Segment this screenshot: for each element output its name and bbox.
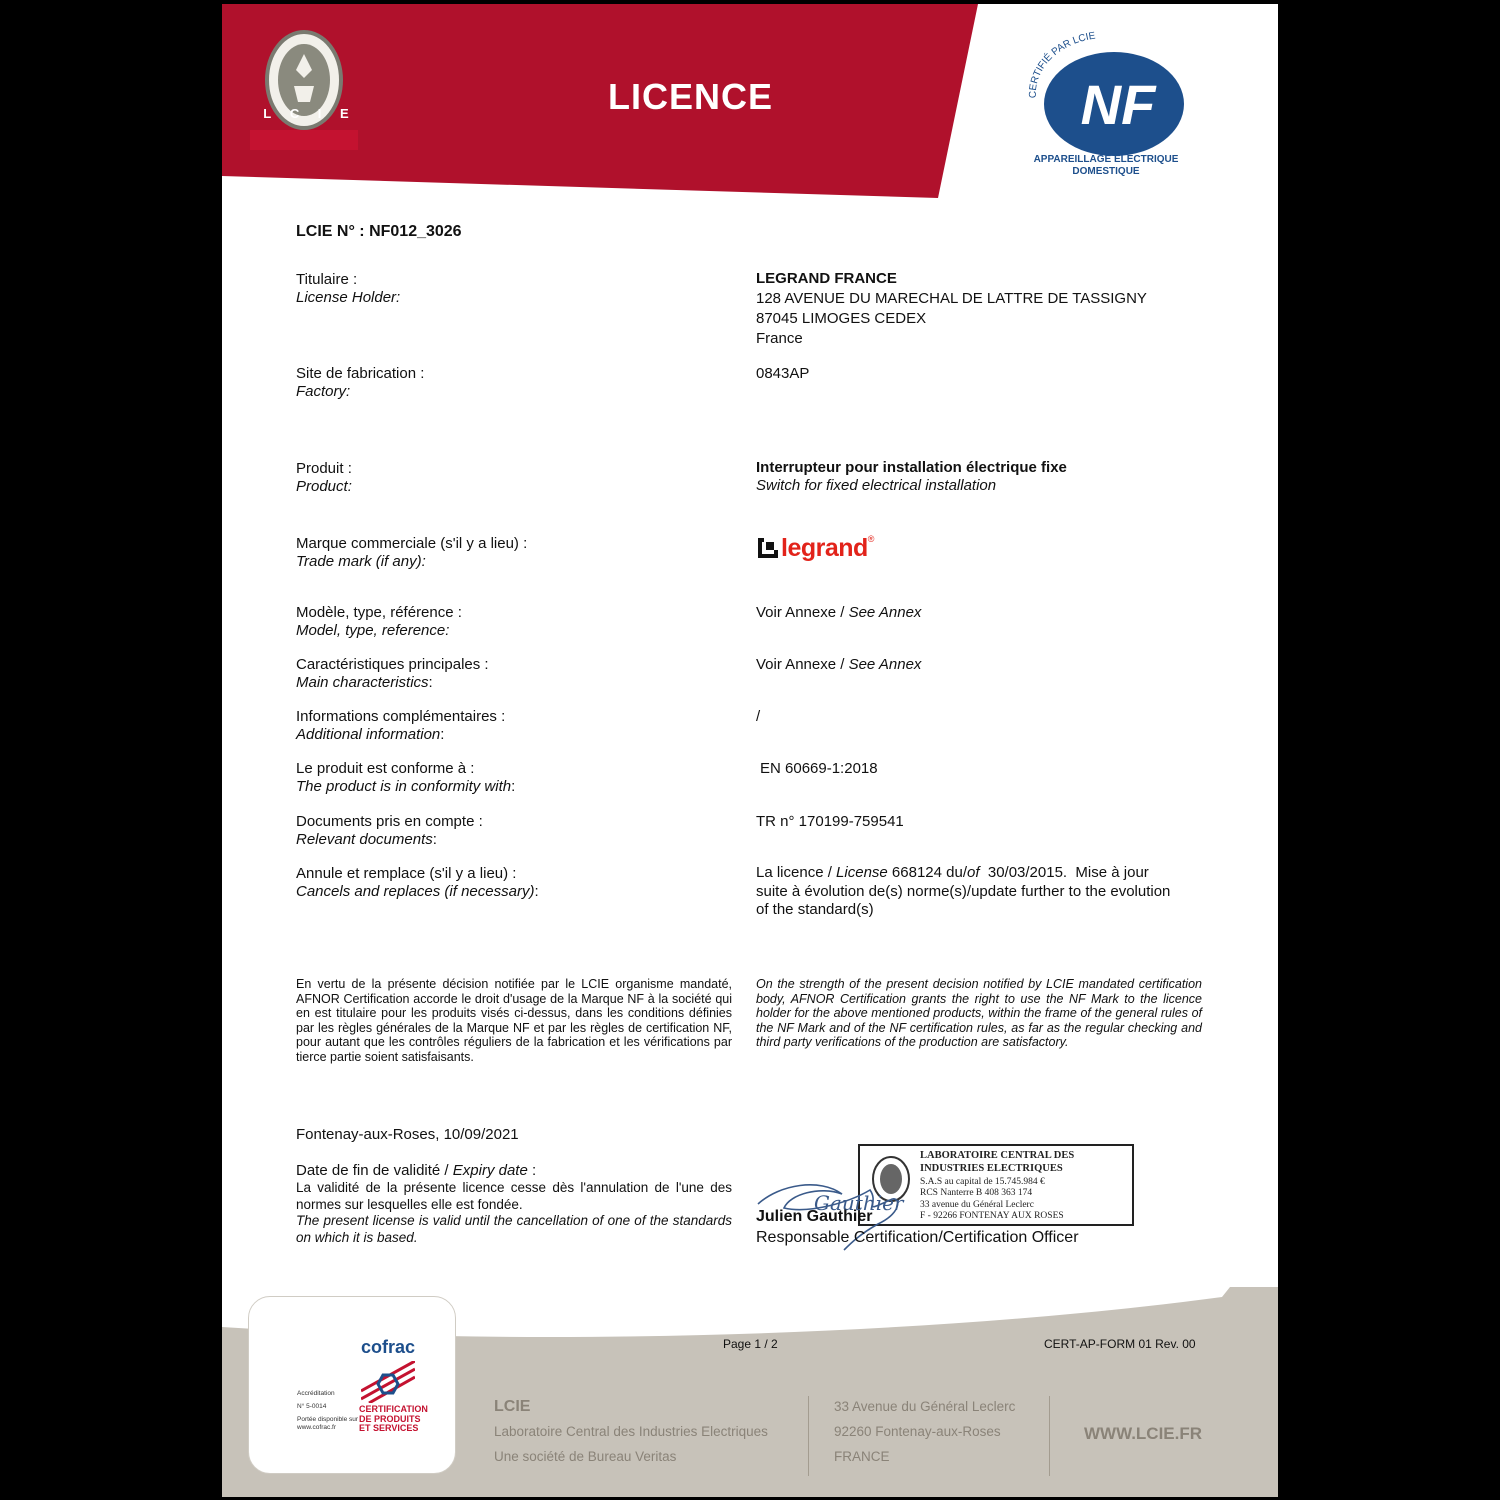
product-fr: Interrupteur pour installation électrique fixe <box>756 459 1067 476</box>
cofrac-acc-line: www.cofrac.fr <box>297 1424 337 1431</box>
label-fr: Annule et remplace (s'il y a lieu) : <box>296 865 517 882</box>
cancels-text: suite à évolution de(s) norme(s)/update further to the evolution <box>756 882 1171 900</box>
nf-mark: NF <box>1080 73 1156 136</box>
stamp-line: F - 92266 FONTENAY AUX ROSES <box>920 1211 1064 1221</box>
legrand-logo <box>756 534 874 562</box>
cofrac-cert-line: DE PRODUITS <box>359 1413 421 1424</box>
label-en: The product is in conformity with <box>296 778 512 795</box>
label-fr: Titulaire : <box>296 271 358 288</box>
stamp-line: S.A.S au capital de 15.745.984 € <box>920 1177 1045 1187</box>
label-colon: : <box>432 831 437 848</box>
licence-number: LCIE N° : NF012_3026 <box>296 223 462 240</box>
product-en: Switch for fixed electrical installation <box>756 477 997 494</box>
place-date: Fontenay-aux-Roses, 10/09/2021 <box>296 1126 519 1143</box>
footer-org-full: Laboratoire Central des Industries Electriques <box>494 1424 768 1439</box>
model-value <box>756 603 921 623</box>
holder-address-line: 87045 LIMOGES CEDEX <box>756 310 927 327</box>
signature-text: Gauthier <box>814 1191 904 1215</box>
cofrac-acc-line: N° 5-0014 <box>297 1403 327 1410</box>
value-fr: Voir Annexe / <box>756 604 849 621</box>
logo-letter: E <box>339 106 349 121</box>
label-fr: Marque commerciale (s'il y a lieu) : <box>296 535 528 552</box>
value-en: See Annex <box>848 604 922 621</box>
decision-en: On the strength of the present decision notified by LCIE mandated certification body, AFNOR Certification grants the right to use the NF Mark to the licence holder for the above mentioned products, within the frame of the general rules of the NF Mark and of the NF certification rules, as far as the regular checking and third party verifications of the production are satisfactory. <box>756 977 1202 1049</box>
footer-address-line: 33 Avenue du Général Leclerc <box>834 1399 1016 1414</box>
label-fr: Caractéristiques principales : <box>296 656 489 673</box>
footer-address-line: 92260 Fontenay-aux-Roses <box>834 1424 1001 1439</box>
label-fr: Le produit est conforme à : <box>296 760 475 777</box>
cofrac-brand: cofrac <box>361 1337 416 1357</box>
decision-fr: En vertu de la présente décision notifiée par le LCIE organisme mandaté, AFNOR Certification accorde le droit d'usage de la Marque NF à la société qui en est titulaire pour les produits visés ci-dessus, dans les conditions définies par les règles générales de la Marque NF et par les règles de certification NF, pour autant que les contrôles réguliers de la fabrication et les vérifications par tierce partie soient satisfaisants. <box>296 977 732 1064</box>
label-fr: Modèle, type, référence : <box>296 604 462 621</box>
label-colon: : <box>428 674 433 691</box>
cofrac-box <box>248 1296 456 1474</box>
expiry-text-fr: La validité de la présente licence cesse dès l'annulation de l'une des normes sur lesquelles elle est fondée. <box>296 1180 732 1212</box>
nf-caption <box>1008 154 1204 178</box>
stamp-line: RCS Nanterre B 408 363 174 <box>920 1188 1033 1198</box>
cofrac-cert-line: ET SERVICES <box>359 1423 419 1433</box>
label-en: Factory: <box>296 383 351 400</box>
characteristics-label <box>296 656 489 692</box>
expiry-text-en: The present license is valid until the cancellation of one of the standards on which it is based. <box>296 1213 732 1245</box>
documents-value: TR n° 170199-759541 <box>756 813 904 830</box>
trademark-label <box>296 535 527 571</box>
stamp-line: 33 avenue du Général Leclerc <box>920 1200 1034 1210</box>
cancels-text: 668124 du/ <box>887 864 967 881</box>
stamp-line: LABORATOIRE CENTRAL DES <box>920 1150 1075 1161</box>
registered-mark: ® <box>867 534 875 544</box>
label-fr: Site de fabrication : <box>296 365 425 382</box>
cancels-text: 30/03/2015. Mise à jour <box>979 864 1149 881</box>
additional-label <box>296 708 505 744</box>
label-fr: Documents pris en compte : <box>296 813 483 830</box>
holder-value <box>756 269 1147 349</box>
cancels-text: of the standard(s) <box>756 901 874 918</box>
legrand-mark-icon <box>756 534 778 560</box>
expiry-label-colon: : <box>527 1162 537 1179</box>
label-en: Main characteristics <box>296 674 429 691</box>
signatory-name: Julien Gauthier <box>756 1208 873 1225</box>
legrand-wordmark: legrand <box>781 534 868 562</box>
holder-name: LEGRAND FRANCE <box>756 270 897 287</box>
cofrac-cert-line: CERTIFICATION <box>359 1404 428 1414</box>
footer-divider <box>808 1396 809 1476</box>
holder-address-line: France <box>756 330 803 347</box>
nf-caption-line: DOMESTIQUE <box>1072 166 1140 177</box>
form-reference: CERT-AP-FORM 01 Rev. 00 <box>1044 1337 1196 1351</box>
footer-org-sub: Une société de Bureau Veritas <box>494 1449 677 1464</box>
label-fr: Produit : <box>296 460 352 477</box>
factory-value: 0843AP <box>756 365 810 382</box>
cofrac-emblem-icon <box>361 1361 415 1403</box>
label-colon: : <box>511 778 516 795</box>
value-en: See Annex <box>848 656 922 673</box>
conformity-label <box>296 760 515 796</box>
logo-letter: I <box>317 106 322 121</box>
label-en: Cancels and replaces (if necessary) <box>296 883 535 900</box>
label-en: Trade mark (if any): <box>296 553 426 570</box>
bureau-veritas-logo <box>250 30 358 150</box>
factory-label <box>296 365 424 401</box>
nf-arc-text: CERTIFIÉ PAR LCIE <box>1027 30 1097 99</box>
lcie-letters <box>254 106 358 121</box>
footer-website-link[interactable]: WWW.LCIE.FR <box>1084 1424 1203 1443</box>
cancels-text-en: of <box>967 864 980 881</box>
signatory-title: Responsable Certification/Certification Officer <box>756 1229 1079 1246</box>
expiry-label-fr: Date de fin de validité / <box>296 1162 453 1179</box>
holder-address-line: 128 AVENUE DU MARECHAL DE LATTRE DE TASSIGNY <box>756 290 1147 307</box>
label-en: Additional information <box>296 726 441 743</box>
footer-address <box>834 1394 1015 1469</box>
label-en: Relevant documents <box>296 831 433 848</box>
cancels-text-en: License <box>836 864 888 881</box>
footer-org-block <box>494 1394 768 1469</box>
footer-org: LCIE <box>494 1398 531 1415</box>
conformity-value: EN 60669-1:2018 <box>760 760 878 777</box>
footer-divider <box>1049 1396 1050 1476</box>
nf-caption-line: APPAREILLAGE ELECTRIQUE <box>1033 154 1179 165</box>
product-value <box>756 459 1067 495</box>
additional-value: / <box>756 708 761 725</box>
expiry-label-en: Expiry date <box>452 1162 528 1179</box>
label-fr: Informations complémentaires : <box>296 708 506 725</box>
label-en: License Holder: <box>296 289 401 306</box>
stamp-line: INDUSTRIES ELECTRIQUES <box>920 1163 1063 1174</box>
cancels-label <box>296 865 539 901</box>
expiry-heading <box>296 1162 732 1179</box>
cancels-value <box>756 864 1170 920</box>
cofrac-acc-line: Accréditation <box>297 1390 335 1397</box>
holder-label <box>296 271 400 307</box>
documents-label <box>296 813 483 849</box>
label-colon: : <box>534 883 539 900</box>
label-en: Product: <box>296 478 352 495</box>
value-fr: Voir Annexe / <box>756 656 849 673</box>
logo-letter: L <box>263 106 272 121</box>
label-en: Model, type, reference: <box>296 622 450 639</box>
page-title: LICENCE <box>608 76 774 117</box>
licence-page <box>222 4 1278 1497</box>
cofrac-accreditation <box>297 1387 358 1439</box>
label-colon: : <box>440 726 445 743</box>
cofrac-acc-line: Portée disponible sur <box>297 1416 359 1423</box>
model-label <box>296 604 462 640</box>
cofrac-certification <box>359 1405 428 1434</box>
cancels-text: La licence / <box>756 864 837 881</box>
characteristics-value <box>756 655 921 675</box>
product-label <box>296 460 352 496</box>
page-number: Page 1 / 2 <box>723 1337 778 1351</box>
logo-letter: C <box>289 106 300 121</box>
footer-address-line: FRANCE <box>834 1449 890 1464</box>
